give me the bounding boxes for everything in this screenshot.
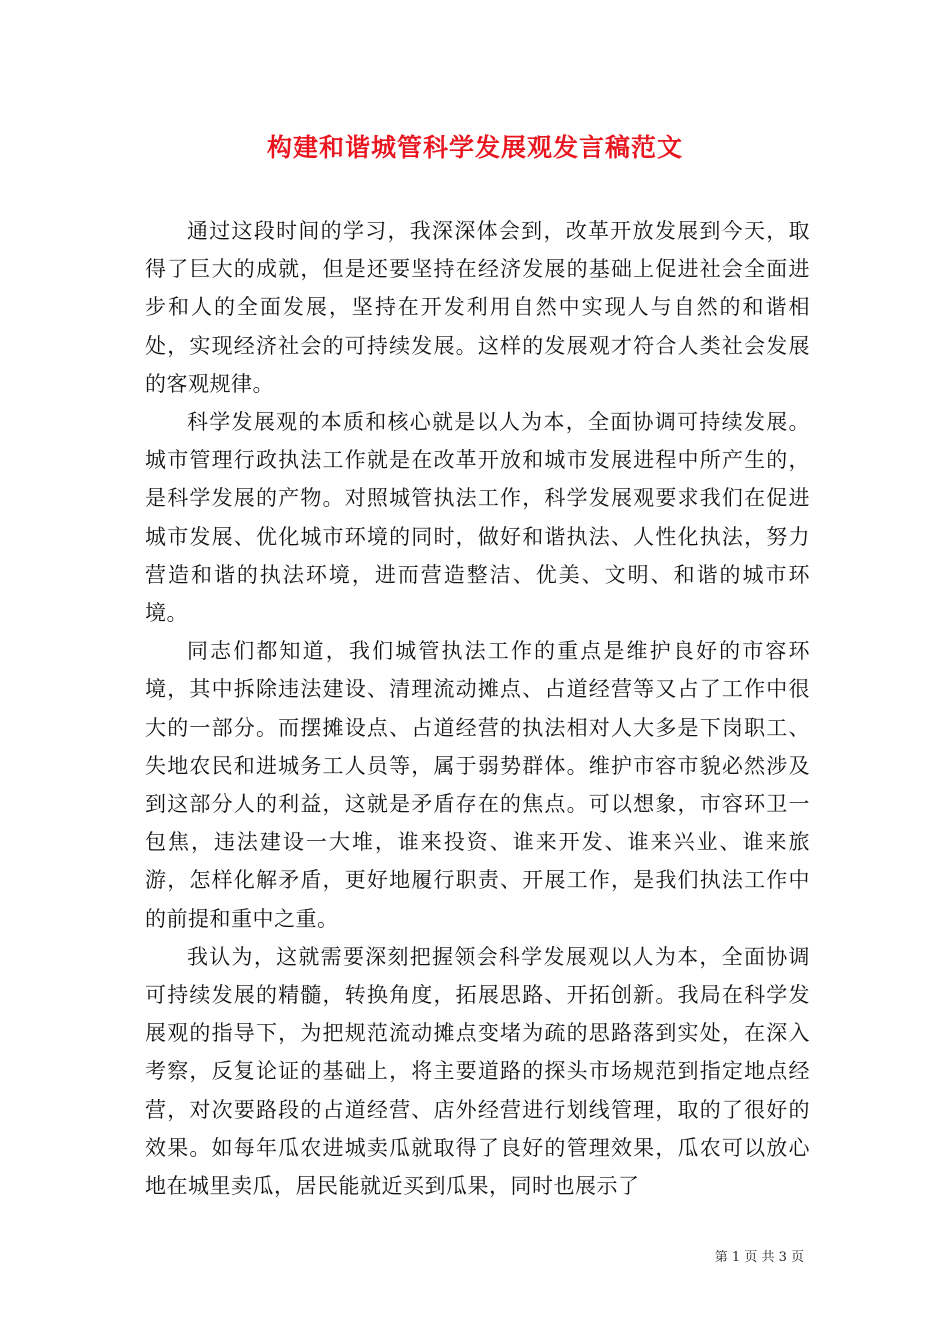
paragraph-4: 我认为，这就需要深刻把握领会科学发展观以人为本，全面协调可持续发展的精髓，转换角度，拓展思路、开拓创新。我局在科学发展观的指导下，为把规范流动摊点变堵为疏的思路落到实处，在深入考察，反复论证的基础上，将主要道路的探头市场规范到指定地点经营，对次要路段的占道经营、店外经营进行划线管理，取的了很好的效果。如每年瓜农进城卖瓜就取得了良好的管理效果，瓜农可以放心地在城里卖瓜，居民能就近买到瓜果，同时也展示了 — [145, 944, 810, 1199]
paragraph-3: 同志们都知道，我们城管执法工作的重点是维护良好的市容环境，其中拆除违法建设、清理流动摊点、占道经营等又占了工作中很大的一部分。而摆摊设点、占道经营的执法相对人大多是下岗职工、失地农民和进城务工人员等，属于弱势群体。维护市容市貌必然涉及到这部分人的利益，这就是矛盾存在的焦点。可以想象，市容环卫一包焦，违法建设一大堆，谁来投资、谁来开发、谁来兴业、谁来旅游，怎样化解矛盾，更好地履行职责、开展工作，是我们执法工作中的前提和重中之重。 — [145, 639, 810, 931]
page-number-footer: 第 1 页 共 3 页 — [714, 1250, 804, 1265]
document-body — [145, 212, 810, 1205]
document-title: 构建和谐城管科学发展观发言稿范文 — [266, 133, 683, 162]
paragraph-1: 通过这段时间的学习，我深深体会到，改革开放发展到今天，取得了巨大的成就，但是还要坚持在经济发展的基础上促进社会全面进步和人的全面发展，坚持在开发利用自然中实现人与自然的和谐相处，实现经济社会的可持续发展。这样的发展观才符合人类社会发展的客观规律。 — [145, 219, 810, 396]
paragraph-2: 科学发展观的本质和核心就是以人为本，全面协调可持续发展。城市管理行政执法工作就是在改革开放和城市发展进程中所产生的，是科学发展的产物。对照城管执法工作，科学发展观要求我们在促进城市发展、优化城市环境的同时，做好和谐执法、人性化执法，努力营造和谐的执法环境，进而营造整洁、优美、文明、和谐的城市环境。 — [145, 410, 810, 626]
